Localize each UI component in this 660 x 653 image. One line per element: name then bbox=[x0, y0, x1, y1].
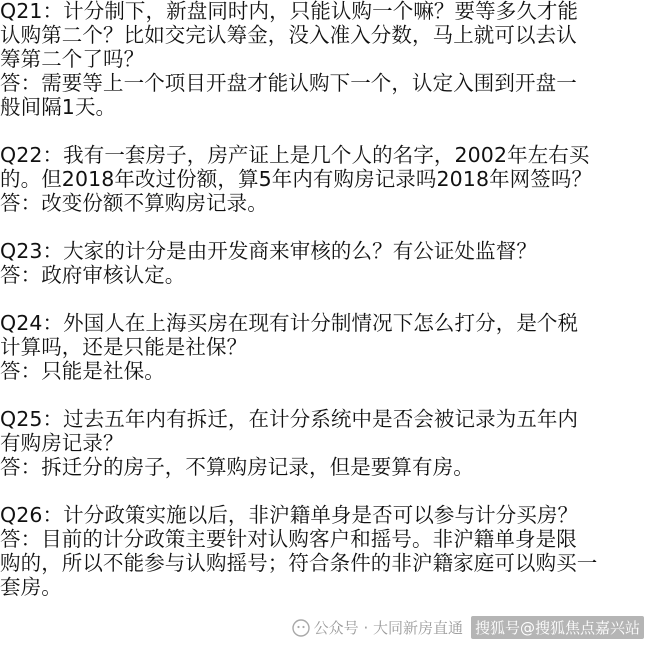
question-line: Q23：大家的计分是由开发商来审核的么？有公证处监督？ bbox=[0, 239, 537, 263]
question-line: 筹第二个了吗？ bbox=[0, 47, 145, 71]
question-line: Q25：过去五年内有拆迁，在计分系统中是否会被记录为五年内 bbox=[0, 407, 579, 431]
question-line: Q24：外国人在上海买房在现有计分制情况下怎么打分，是个税 bbox=[0, 311, 579, 335]
question-line: Q26：计分政策实施以后，非沪籍单身是否可以参与计分买房？ bbox=[0, 503, 579, 527]
question-line: 有购房记录？ bbox=[0, 431, 124, 455]
answer-line: 般间隔1天。 bbox=[0, 95, 117, 119]
watermark-sohu-text: 搜狐号@搜狐焦点嘉兴站 bbox=[471, 616, 644, 639]
qa-item-q23 bbox=[0, 239, 644, 287]
wechat-official-account-icon bbox=[292, 619, 310, 637]
answer-line: 购的，所以不能参与认购摇号；符合条件的非沪籍家庭可以购买一 bbox=[0, 551, 598, 575]
answer-line: 答：拆迁分的房子，不算购房记录，但是要算有房。 bbox=[0, 455, 474, 479]
qa-item-q21 bbox=[0, 0, 644, 119]
qa-item-q25 bbox=[0, 407, 644, 479]
question-line: 计算吗，还是只能是社保？ bbox=[0, 335, 248, 359]
qa-item-q26 bbox=[0, 503, 644, 599]
question-line: 的。但2018年改过份额，算5年内有购房记录吗2018年网签吗？ bbox=[0, 167, 593, 191]
answer-line: 套房。 bbox=[0, 575, 62, 599]
answer-line: 答：需要等上一个项目开盘才能认购下一个，认定入围到开盘一 bbox=[0, 71, 577, 95]
answer-line: 答：只能是社保。 bbox=[0, 359, 165, 383]
qa-item-q24 bbox=[0, 311, 644, 383]
qa-item-q22 bbox=[0, 143, 644, 215]
watermark-account-text: 公众号 · 大同新房直通 bbox=[313, 619, 463, 637]
answer-line: 答：目前的计分政策主要针对认购客户和摇号。非沪籍单身是限 bbox=[0, 527, 577, 551]
answer-line: 答：改变份额不算购房记录。 bbox=[0, 191, 268, 215]
answer-line: 答：政府审核认定。 bbox=[0, 263, 186, 287]
watermark bbox=[292, 616, 644, 639]
question-line: 认购第二个？比如交完认筹金，没入准入分数，马上就可以去认 bbox=[0, 23, 577, 47]
question-line: Q22：我有一套房子，房产证上是几个人的名字，2002年左右买 bbox=[0, 143, 590, 167]
question-line: Q21：计分制下，新盘同时内，只能认购一个嘛？要等多久才能 bbox=[0, 0, 579, 23]
